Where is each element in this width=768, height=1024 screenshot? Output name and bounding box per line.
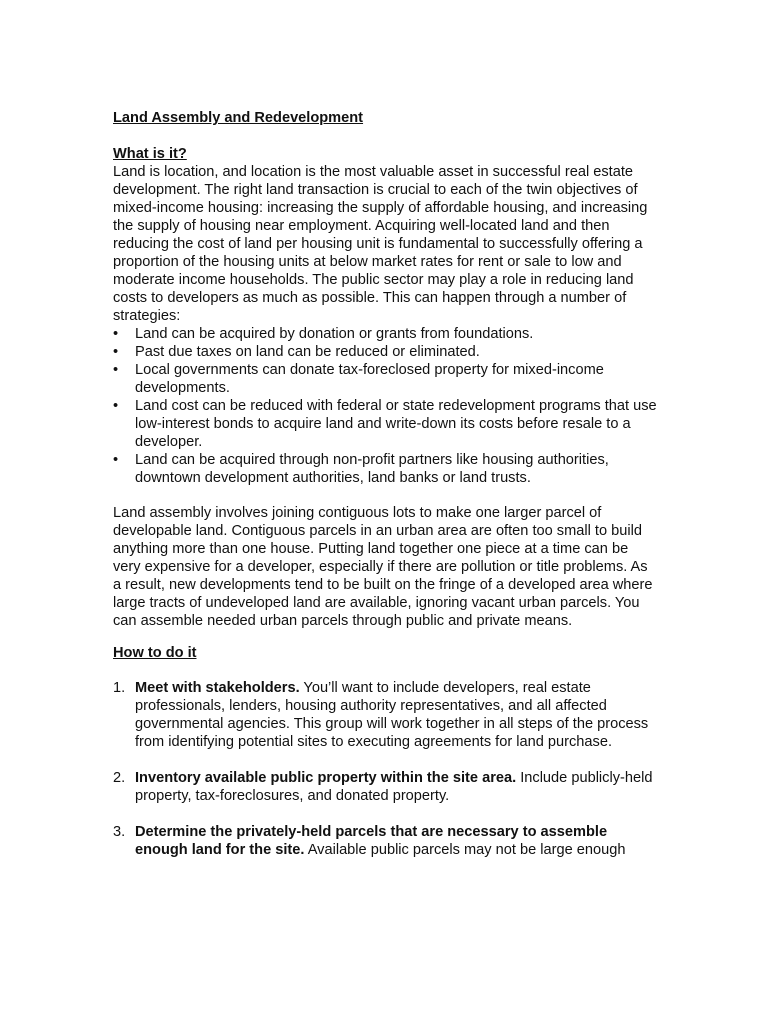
intro-paragraph: Land is location, and location is the most valuable asset in successful real estate development. The right land transaction is crucial to each of the twin objectives of mixed-income housing: increasing the supply of affordable housing, and increasing the supply of housing near employment. Acquiring well-located land and then reducing the cost of land per housing unit is fundamental to successfully offering a proportion of the housing units at below market rates for rent or sale to low and moderate income households. The public sector may play a role in reducing land costs to developers as much as possible. This can happen through a number of strategies: <box>113 164 648 324</box>
step-number: 3. <box>113 824 126 840</box>
step-lead: Determine the privately-held parcels that are necessary to assemble enough land for the site. <box>135 824 608 858</box>
list-item <box>113 361 658 397</box>
step-lead: Inventory available public property within the site area. <box>135 770 517 786</box>
list-item <box>113 451 658 487</box>
list-item-text: Past due taxes on land can be reduced or eliminated. <box>135 344 480 360</box>
step-item <box>113 679 658 751</box>
step-lead: Meet with stakeholders. <box>135 680 300 696</box>
bullet-icon: • <box>113 398 119 414</box>
list-item <box>113 397 658 451</box>
spacer <box>113 487 658 504</box>
list-item-text: Land can be acquired through non-profit partners like housing authorities, downtown development authorities, land banks or land trusts. <box>135 452 609 486</box>
land-assembly-paragraph: Land assembly involves joining contiguous lots to make one larger parcel of developable land. Contiguous parcels in an urban area are often too small to build anything more than one house. Putting land together one piece at a time can be very expensive for a developer, especially if there are pollution or title problems. As a result, new developments tend to be built on the fringe of a developed area where large tracts of undeveloped land are available, ignoring vacant urban parcels. You can assemble needed urban parcels through public and private means. <box>113 505 653 629</box>
bullet-icon: • <box>113 344 119 360</box>
spacer <box>113 630 658 644</box>
step-number: 1. <box>113 680 126 696</box>
step-item <box>113 769 658 805</box>
how-to-do-it-heading: How to do it <box>113 645 197 661</box>
what-is-it-heading: What is it? <box>113 146 187 162</box>
list-item <box>113 325 658 343</box>
document-title: Land Assembly and Redevelopment <box>113 110 364 126</box>
bullet-icon: • <box>113 452 119 468</box>
strategy-list <box>113 325 658 487</box>
list-item-text: Land cost can be reduced with federal or state redevelopment programs that use low-interest bonds to acquire land and write-down its costs before resale to a developer. <box>135 398 657 450</box>
step-item <box>113 823 658 859</box>
step-text: You’ll want to include developers, real estate professionals, lenders, housing authority representatives, and all affected governmental agencies. This group will work together in all steps of the process from identifying potential sites to executing agreements for land purchase. <box>135 680 649 750</box>
bullet-icon: • <box>113 362 119 378</box>
bullet-icon: • <box>113 326 119 342</box>
list-item <box>113 343 658 361</box>
steps-list <box>113 679 658 859</box>
list-item-text: Land can be acquired by donation or grants from foundations. <box>135 326 534 342</box>
step-text: Available public parcels may not be large enough <box>304 842 626 858</box>
step-number: 2. <box>113 770 126 786</box>
spacer <box>113 662 658 679</box>
list-item-text: Local governments can donate tax-foreclosed property for mixed-income developments. <box>135 362 604 396</box>
step-text: Include publicly-held property, tax-foreclosures, and donated property. <box>135 770 653 804</box>
document-page <box>113 109 658 877</box>
